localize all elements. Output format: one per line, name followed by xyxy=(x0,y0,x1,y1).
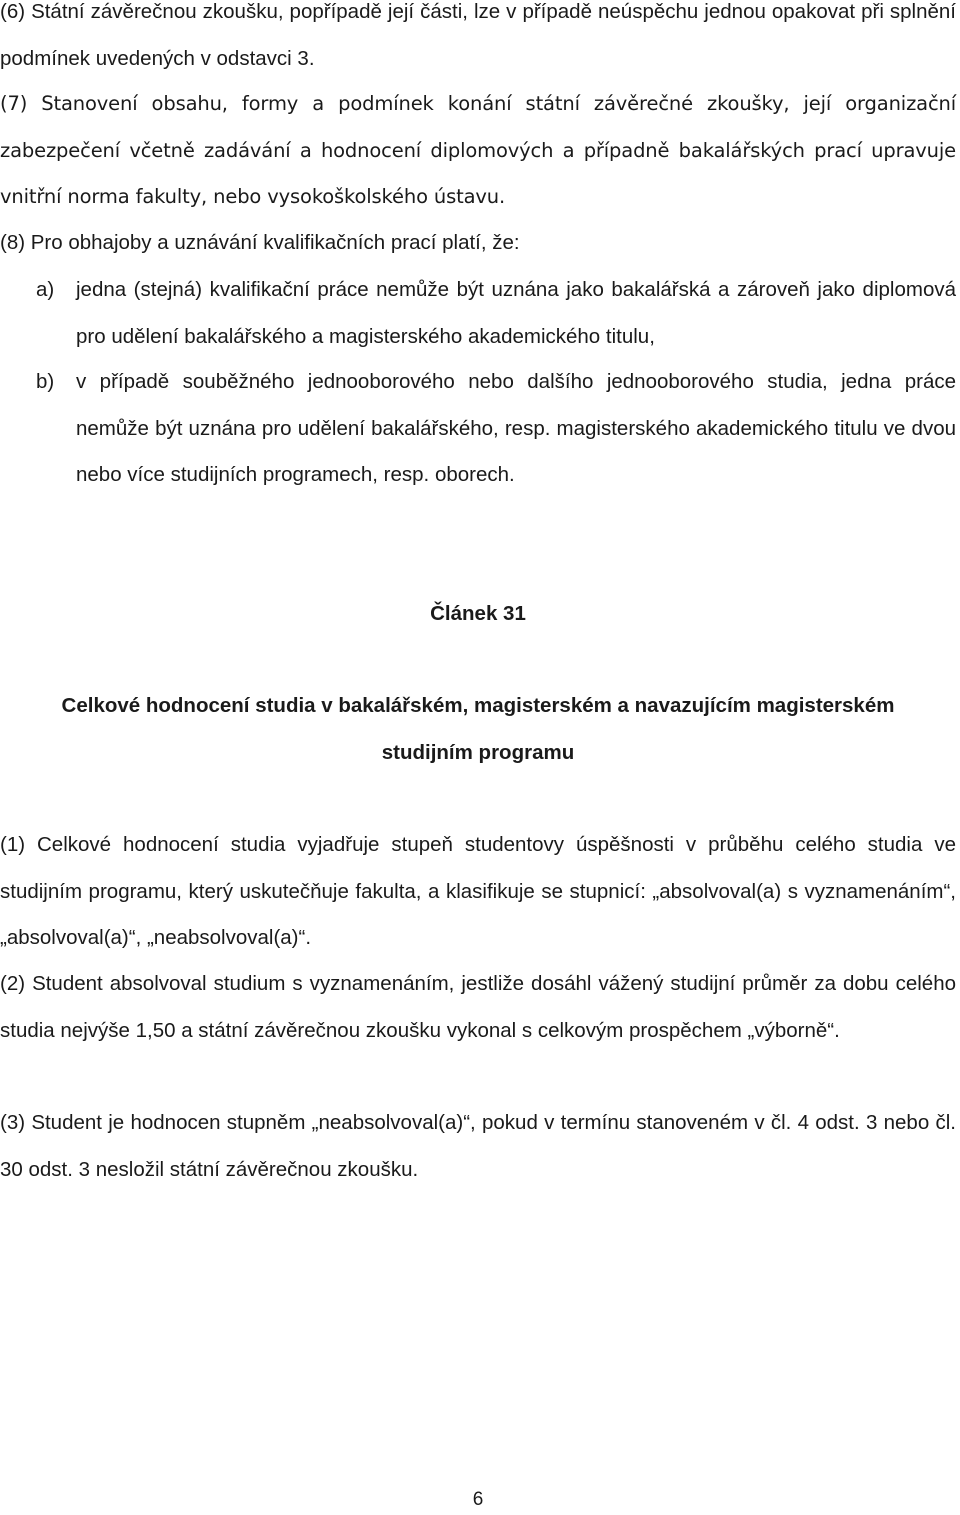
list-item-a xyxy=(36,267,956,360)
list-item-text: v případě souběžného jednooborového nebo dalšího jednooborového studia, jedna práce nemůže být uznána pro udělení bakalářského, resp. magisterského akademického titulu ve dvou nebo více studijních programech, resp. oborech. xyxy=(76,370,956,486)
article-paragraph-1: (1) Celkové hodnocení studia vyjadřuje stupeň studentovy úspěšnosti v průběhu celého studia ve studijním programu, který uskutečňuje fakulta, a klasifikuje se stupnicí: „absolvoval(a) s vyznamenáním“, „absolvoval(a)“, „neabsolvoval(a)“. xyxy=(0,833,956,949)
list-item-b xyxy=(36,359,956,499)
article-paragraph-2: (2) Student absolvoval studium s vyznamenáním, jestliže dosáhl vážený studijní průměr za dobu celého studia nejvýše 1,50 a státní závěrečnou zkoušku vykonal s celkovým prospěchem „výborně“. xyxy=(0,972,956,1042)
page-number: 6 xyxy=(472,1489,484,1510)
list-marker: b) xyxy=(36,370,55,393)
article-title: Celkové hodnocení studia v bakalářském, magisterském a navazujícím magisterském studijním programu xyxy=(61,694,895,764)
list-item-text: jedna (stejná) kvalifikační práce nemůže být uznána jako bakalářská a zároveň jako diplomová pro udělení bakalářského a magisterského akademického titulu, xyxy=(76,278,956,348)
paragraph-7: (7) Stanovení obsahu, formy a podmínek konání státní závěrečné zkoušky, její organizační zabezpečení včetně zadávání a hodnocení diplomových a případně bakalářských prací upravuje vnitřní norma fakulty, nebo vysokoškolského ústavu. xyxy=(0,92,956,208)
paragraph-8-intro: (8) Pro obhajoby a uznávání kvalifikačních prací platí, že: xyxy=(0,231,520,254)
paragraph-6: (6) Státní závěrečnou zkoušku, popřípadě její části, lze v případě neúspěchu jednou opakovat při splnění podmínek uvedených v odstavci 3. xyxy=(0,0,956,70)
list-marker: a) xyxy=(36,278,55,301)
article-paragraph-3: (3) Student je hodnocen stupněm „neabsolvoval(a)“, pokud v termínu stanoveném v čl. 4 odst. 3 nebo čl. 30 odst. 3 nesložil státní závěrečnou zkoušku. xyxy=(0,1111,956,1181)
article-number: Článek 31 xyxy=(430,602,526,625)
